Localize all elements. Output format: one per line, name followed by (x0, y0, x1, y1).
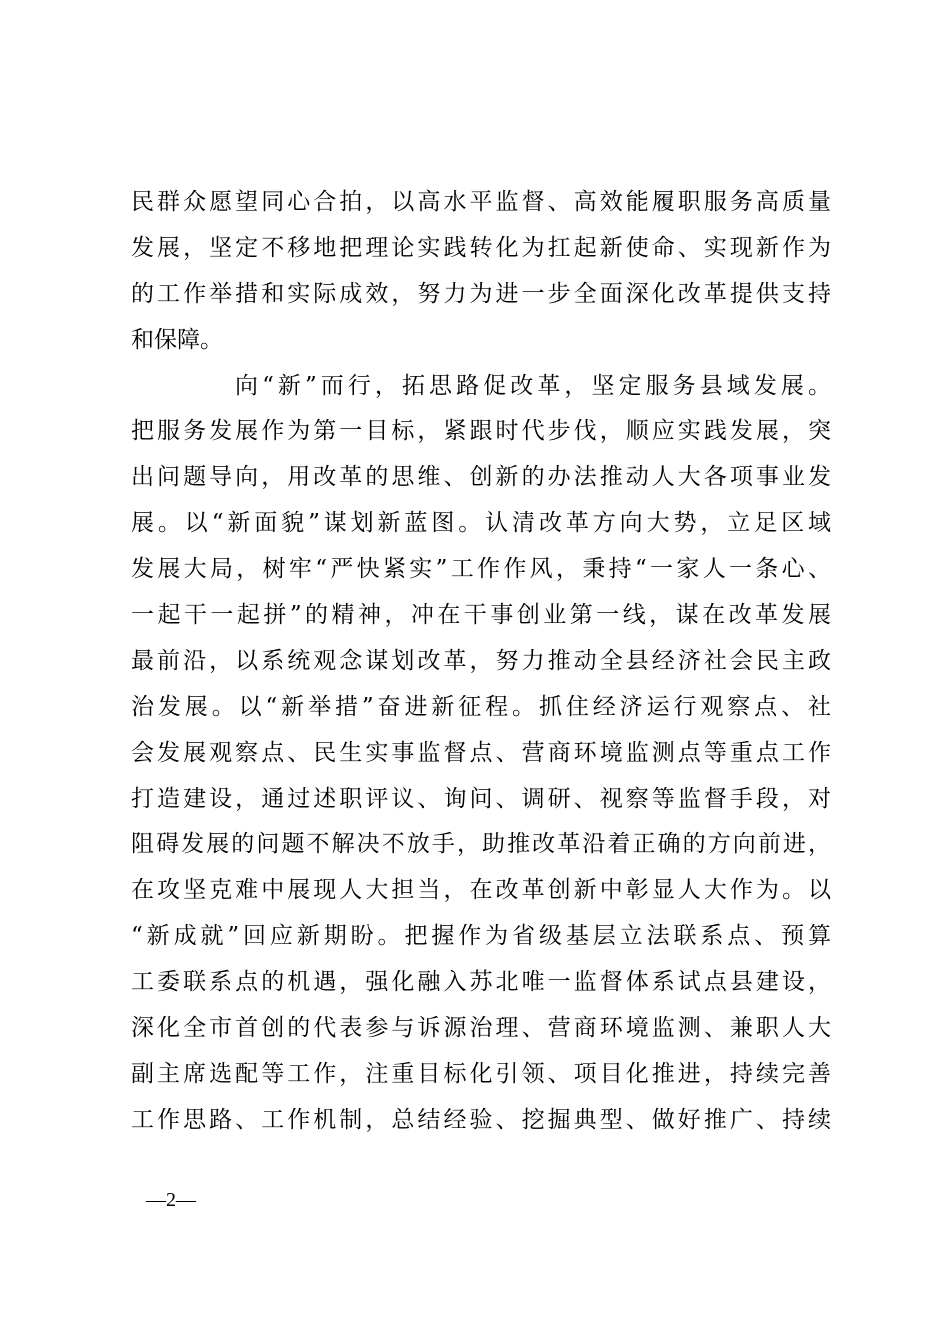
text-line: 治发展。以“新举措”奋进新征程。抓住经济运行观察点、社 (131, 693, 831, 720)
text-line: 展。以“新面貌”谋划新蓝图。认清改革方向大势，立足区域 (131, 510, 831, 537)
page-number: —2— (146, 1189, 196, 1211)
text-line: 在攻坚克难中展现人大担当，在改革创新中彰显人大作为。以 (131, 877, 831, 904)
text-line: 把服务发展作为第一目标，紧跟时代步伐，顺应实践发展，突 (131, 418, 831, 445)
text-line: 和保障。 (131, 326, 223, 353)
text-line: 的工作举措和实际成效，努力为进一步全面深化改革提供支持 (131, 280, 831, 307)
text-line: 出问题导向，用改革的思维、创新的办法推动人大各项事业发 (131, 464, 831, 491)
text-line: 最前沿，以系统观念谋划改革，努力推动全县经济社会民主政 (131, 647, 831, 674)
text-line: 发展，坚定不移地把理论实践转化为扛起新使命、实现新作为 (131, 234, 831, 261)
text-line: 民群众愿望同心合拍，以高水平监督、高效能履职服务高质量 (131, 189, 831, 215)
text-line: 一起干一起拼”的精神，冲在干事创业第一线，谋在改革发展 (131, 602, 831, 629)
text-line: 工作思路、工作机制，总结经验、挖掘典型、做好推广、持续 (131, 1106, 831, 1133)
body-text (131, 180, 831, 1144)
text-line: 会发展观察点、民生实事监督点、营商环境监测点等重点工作 (131, 739, 831, 766)
text-line: 深化全市首创的代表参与诉源治理、营商环境监测、兼职人大 (131, 1015, 831, 1042)
text-line: 阻碍发展的问题不解决不放手，助推改革沿着正确的方向前进， (131, 831, 831, 858)
text-line: “新成就”回应新期盼。把握作为省级基层立法联系点、预算 (131, 923, 831, 950)
text-line: 副主席选配等工作，注重目标化引领、项目化推进，持续完善 (131, 1060, 831, 1087)
text-line: 工委联系点的机遇，强化融入苏北唯一监督体系试点县建设， (131, 969, 831, 996)
text-line: 打造建设，通过述职评议、询问、调研、视察等监督手段，对 (131, 785, 831, 812)
paragraph-heading-line: 向“新”而行，拓思路促改革，坚定服务县域发展。 (235, 372, 831, 399)
text-line: 发展大局，树牢“严快紧实”工作作风，秉持“一家人一条心、 (131, 556, 831, 583)
